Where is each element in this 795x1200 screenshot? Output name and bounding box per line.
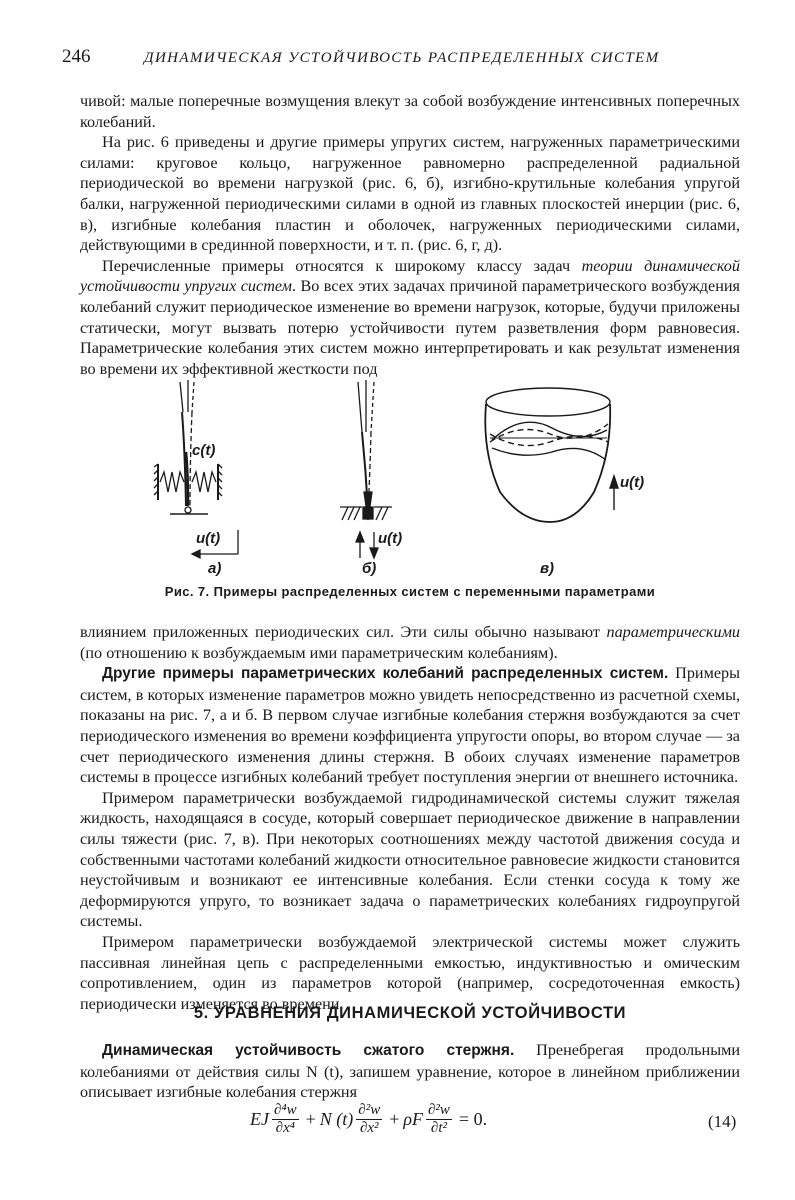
- label-ut-a: u(t): [196, 530, 221, 547]
- eq-rf: ρF: [403, 1109, 423, 1129]
- paragraph-8-head: Динамическая устойчивость сжатого стержня.: [102, 1042, 515, 1059]
- paragraph-3-em: теории динамической устойчивости упругих систем: [80, 256, 740, 296]
- eq-frac-3-num: ∂²w: [428, 1102, 450, 1118]
- page-header: [62, 42, 742, 72]
- equation-number: (14): [708, 1112, 737, 1131]
- eq-frac-1-den: ∂x⁴: [275, 1120, 295, 1136]
- eq-nt: N (t): [319, 1109, 354, 1129]
- eq-equals-zero: = 0.: [458, 1109, 488, 1129]
- paragraph-5-head: Другие примеры параметрических колебаний распределенных систем.: [102, 665, 669, 683]
- eq-ej: EJ: [250, 1109, 269, 1129]
- text-block-bottom: [80, 1040, 740, 1103]
- label-a: a): [208, 560, 222, 577]
- page-number: 246: [62, 46, 91, 67]
- eq-frac-2-num: ∂²w: [358, 1102, 381, 1118]
- paragraph-4-b: (по отношению к возбуждаемым ими параметрическим колебаниям).: [80, 643, 558, 662]
- eq-frac-1-num: ∂⁴w: [273, 1102, 297, 1118]
- eq-plus-2: +: [389, 1109, 400, 1129]
- eq-frac-2: [356, 1102, 382, 1137]
- running-title: ДИНАМИЧЕСКАЯ УСТОЙЧИВОСТЬ РАСПРЕДЕЛЕННЫХ СИСТЕМ: [144, 50, 660, 66]
- paragraph-2: На рис. 6 приведены и другие примеры упругих систем, нагруженных параметрическими силами: круговое кольцо, нагруженное равномерно распределенной радиальной периодической во времени нагрузкой (рис. 6, б), изгибно-крутильные колебания упругой балки, нагруженной периодическими силами в одной из главных плоскостей инерции (рис. 6, в), изгибные колебания пластин и оболочек, нагруженных периодическими силами, действующими в срединной поверхности, и т. п. (рис. 6, г, д).: [80, 133, 740, 255]
- eq-frac-3: [426, 1102, 452, 1137]
- label-b: б): [362, 560, 377, 577]
- section-title: 5. УРАВНЕНИЯ ДИНАМИЧЕСКОЙ УСТОЙЧИВОСТИ: [193, 1004, 627, 1022]
- text-block-top: [80, 91, 740, 379]
- eq-plus-1: +: [305, 1109, 316, 1129]
- figure-7-drawing: [130, 372, 670, 582]
- paragraph-5-body: Примеры систем, в которых изменение параметров можно увидеть непосредственно из расчетной схемы, показаны на рис. 7, а и б. В первом случае изгибные колебания стержня возбуждаются за счет периодического изменения во времени коэффициента упругости опоры, во втором случае — за счет периодического изменения длины стержня. В обоих случаях изменение параметров системы в процессе изгибных колебаний требует поступления энергии от внешнего источника.: [80, 664, 740, 787]
- paragraph-4: [80, 622, 740, 663]
- paragraph-7: Примером параметрически возбуждаемой электрической системы может служить пассивная линейная цепь с распределенными емкостью, индуктивностью и омическим сопротивлением, один из параметров которой (например, сосредоточенная емкость) периодически изменяется во времени.: [80, 932, 740, 1013]
- label-ct: c(t): [192, 442, 216, 459]
- paragraph-4-em: параметрическими: [606, 623, 740, 641]
- paragraph-8: [80, 1040, 740, 1103]
- paragraph-3-a: Перечисленные примеры относятся к широкому классу задач: [102, 256, 582, 275]
- paragraph-6: Примером параметрически возбуждаемой гидродинамической системы служит тяжелая жидкость, находящаяся в сосуде, который совершает периодическое движение в направлении силы тяжести (рис. 7, в). При некоторых соотношениях между частотой движения сосуда и собственными частотами колебаний жидкости относительное равновесие жидкости становится неустойчивым и возникают ее интенсивные колебания. Если стенки сосуда к тому же деформируются упруго, то возникает задача о параметрических колебаниях гидроупругой системы.: [80, 788, 740, 931]
- label-ut-b: u(t): [378, 530, 403, 547]
- figure-caption: Рис. 7. Примеры распределенных систем с переменными параметрами: [164, 584, 656, 599]
- paragraph-8-body: Пренебрегая продольными колебаниями от действия силы N (t), запишем уравнение, которое в линейном приближении описывает изгибные колебания стержня: [80, 1041, 740, 1102]
- diagram-c: [485, 388, 618, 522]
- text-block-middle: [80, 622, 740, 1014]
- equation-14: [250, 1102, 487, 1137]
- paragraph-5: [80, 663, 740, 788]
- figure-7: [130, 372, 670, 582]
- label-c: в): [540, 560, 555, 577]
- paragraph-1: чивой: малые поперечные возмущения влекут за собой возбуждение интенсивных поперечных колебаний.: [80, 92, 740, 131]
- paragraph-3-b: . Во всех этих задачах причиной параметрического возбуждения колебаний служит периодическое изменение во времени нагрузок, которые, будучи приложены статически, могут вызвать потерю устойчивости путем разветвления форм равновесия. Параметрические колебания этих систем можно интерпретировать и как результат изменения во времени их эффективной жесткости под: [80, 277, 740, 378]
- paragraph-4-a: влиянием приложенных периодических сил. Эти силы обычно называют: [80, 623, 607, 641]
- paragraph-3: [80, 256, 740, 380]
- eq-frac-2-den: ∂x²: [359, 1120, 379, 1136]
- eq-frac-1: [272, 1102, 299, 1137]
- eq-frac-3-den: ∂t²: [430, 1120, 447, 1136]
- label-ut-c: u(t): [620, 474, 645, 491]
